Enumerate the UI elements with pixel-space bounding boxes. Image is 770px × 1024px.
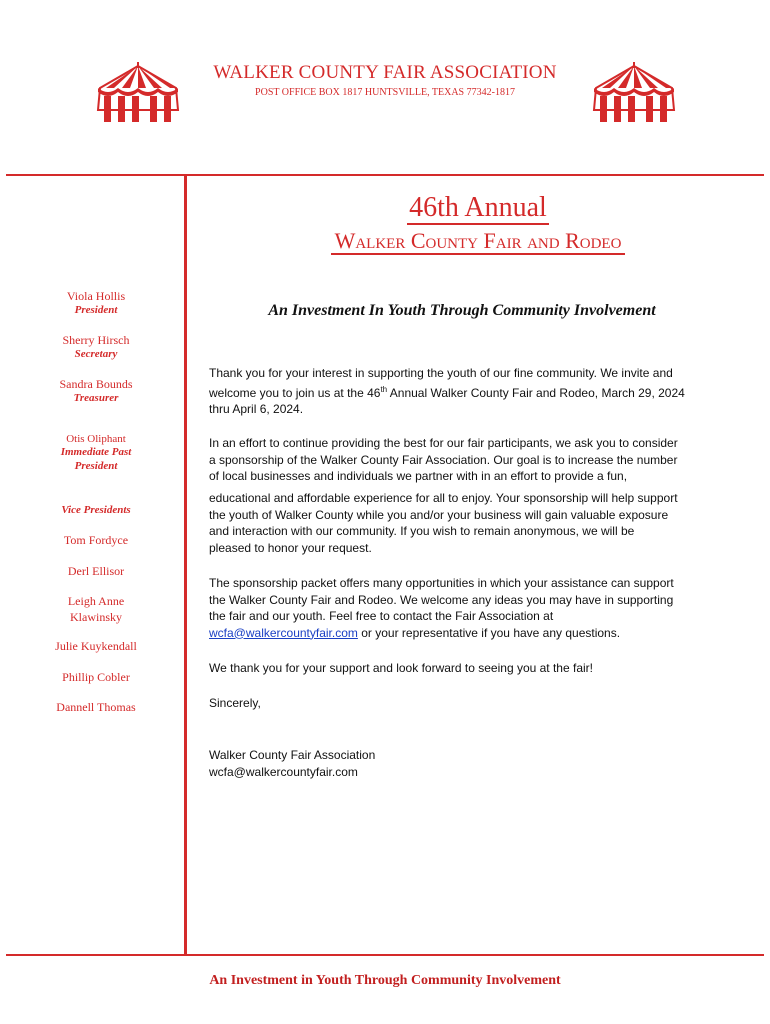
vp-heading: Vice Presidents [61,504,131,516]
officer-role: Immediate Past [60,446,132,458]
bottom-rule [6,954,764,956]
vp-name: Leigh Anne [67,594,125,608]
footer-tagline: An Investment in Youth Through Community Involvement [209,973,561,988]
top-rule [6,174,764,176]
tent-logo-right-icon [588,62,680,128]
org-name: WALKER COUNTY FAIR ASSOCIATION [213,62,557,83]
vp-name: Phillip Cobler [62,670,130,684]
vp-name: Tom Fordyce [63,533,129,547]
officer-name: Otis Oliphant [66,433,126,445]
org-address: POST OFFICE BOX 1817 HUNTSVILLE, TEXAS 77342-1817 [255,87,515,98]
officer-name: Sherry Hirsch [62,333,130,347]
paragraph-4: The sponsorship packet offers many opportunities in which your assistance can support the Walker County Fair and Rodeo. We welcome any ideas you may have in supporting the fair and our youth. Feel free to contact the Fair Association at wcfa@walkercountyfair.com or your representative if you have any questions. [209,576,674,640]
vp-name: Klawinsky [70,610,122,624]
officer-role: President [74,460,118,472]
vp-name: Derl Ellisor [67,564,125,578]
heading-annual: 46th Annual [409,192,547,223]
tagline: An Investment In Youth Through Community Involvement [268,302,656,319]
tent-logo-left-icon [92,62,184,128]
sidebar-rule [184,174,187,954]
paragraph-2: In an effort to continue providing the best for our fair participants, we ask you to consider a sponsorship of the Walker County Fair Association. Our goal is to increase the number of local businesses and individuals we partner with in an effort to provide a fun, [209,436,678,483]
paragraph-5: We thank you for your support and look forward to seeing you at the fair! [209,661,593,675]
closing: Sincerely, [209,696,261,710]
paragraph-3: educational and affordable experience for all to enjoy. Your sponsorship will help support the youth of Walker County while you and/or your business will gain valuable exposure and interaction with our community. If you wish to remain anonymous, we will be pleased to honor your request. [209,491,678,555]
vp-name: Julie Kuykendall [55,639,137,653]
vp-name: Dannell Thomas [56,700,136,714]
officer-name: Viola Hollis [66,289,126,303]
officer-role: President [74,304,118,316]
officer-role: Secretary [74,348,118,360]
email-link[interactable]: wcfa@walkercountyfair.com [209,625,358,640]
signature: Walker County Fair Association wcfa@walkercountyfair.com [209,748,376,779]
officer-name: Sandra Bounds [59,377,133,391]
heading-event: Walker County Fair and Rodeo [186,228,770,254]
paragraph-1: Thank you for your interest in supporting the youth of our fine community. We invite and welcome you to join us at the 46th Annual Walker County Fair and Rodeo, March 29, 2024 thru April 6, 2024. [209,366,685,416]
officer-role: Treasurer [73,392,119,404]
